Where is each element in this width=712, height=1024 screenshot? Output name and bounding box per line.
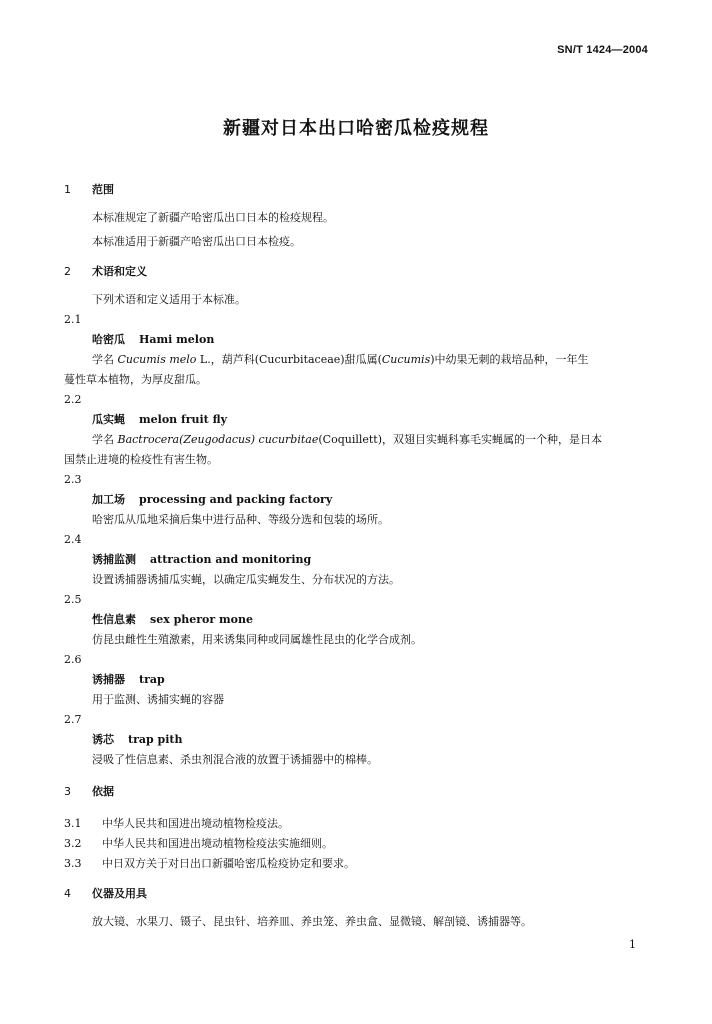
section-3-number: 3: [64, 785, 71, 798]
item-3-2-text: 中华人民共和国进出境动植物检疫法实施细则。: [102, 837, 333, 850]
term-2-4-heading: [92, 553, 311, 567]
section-2-number: 2: [64, 265, 71, 278]
term-2-5-number: 2.5: [64, 593, 82, 606]
term-2-1-scientific-name: Cucumis melo: [117, 353, 197, 366]
term-2-4-definition: 设置诱捕器诱捕瓜实蝇，以确定瓜实蝇发生、分布状况的方法。: [92, 573, 400, 586]
document-title: 新疆对日本出口哈密瓜检疫规程: [223, 118, 489, 139]
term-2-6-zh: 诱捕器: [92, 673, 125, 686]
term-2-2-zh: 瓜实蝇: [92, 413, 125, 426]
item-3-1-text: 中华人民共和国进出境动植物检疫法。: [102, 817, 289, 830]
section-4-paragraph-1: 放大镜、水果刀、镊子、昆虫针、培养皿、养虫笼、养虫盒、显微镜、解剖镜、诱捕器等。: [92, 915, 532, 928]
term-2-5-definition: 仿昆虫雌性生殖激素，用来诱集同种或同属雄性昆虫的化学合成剂。: [92, 633, 422, 646]
term-2-6-heading: [92, 673, 165, 687]
term-2-7-number: 2.7: [64, 713, 82, 726]
term-2-3-zh: 加工场: [92, 493, 125, 506]
section-3-title: 依据: [92, 785, 114, 798]
term-2-7-definition: 浸吸了性信息素、杀虫剂混合液的放置于诱捕器中的棉棒。: [92, 753, 378, 766]
term-2-1-zh: 哈密瓜: [92, 333, 125, 346]
term-2-6-en: trap: [139, 673, 165, 686]
term-2-7-heading: [92, 733, 182, 747]
term-2-1-def-prefix: 学名: [92, 353, 114, 366]
term-2-3-definition: 哈密瓜从瓜地采摘后集中进行品种、等级分选和包装的场所。: [92, 513, 389, 526]
term-2-6-definition: 用于监测、诱捕实蝇的容器: [92, 693, 224, 706]
term-2-5-en: sex pheror mone: [150, 613, 253, 626]
term-2-5-heading: [92, 613, 253, 627]
term-2-1-number: 2.1: [64, 313, 82, 326]
section-1-number: 1: [64, 183, 71, 196]
term-2-1-en: Hami melon: [139, 333, 215, 346]
item-3-3-text: 中日双方关于对日出口新疆哈密瓜检疫协定和要求。: [102, 857, 355, 870]
term-2-1-definition-line-1: [92, 353, 589, 367]
term-2-2-en: melon fruit fly: [139, 413, 227, 426]
term-2-5-zh: 性信息素: [92, 613, 136, 626]
section-2-intro: 下列术语和定义适用于本标准。: [92, 293, 246, 306]
term-2-3-number: 2.3: [64, 473, 82, 486]
term-2-1-def-middle: L.，葫芦科(Cucurbitaceae)甜瓜属(: [196, 353, 382, 366]
term-2-2-def-suffix: (Coquillett)，双翅目实蝇科寡毛实蝇属的一个种，是日本: [318, 433, 603, 446]
section-4-number: 4: [64, 887, 71, 900]
term-2-7-en: trap pith: [128, 733, 183, 746]
standard-code: SN/T 1424—2004: [557, 44, 648, 56]
term-2-2-def-prefix: 学名: [92, 433, 114, 446]
term-2-2-number: 2.2: [64, 393, 82, 406]
term-2-1-definition-line-2: 蔓性草本植物，为厚皮甜瓜。: [64, 373, 207, 386]
term-2-3-heading: [92, 493, 332, 507]
term-2-2-definition-line-2: 国禁止进境的检疫性有害生物。: [64, 453, 218, 466]
term-2-2-definition-line-1: [92, 433, 602, 447]
term-2-4-en: attraction and monitoring: [150, 553, 312, 566]
section-1-paragraph-1: 本标准规定了新疆产哈密瓜出口日本的检疫规程。: [92, 211, 334, 224]
section-1-paragraph-2: 本标准适用于新疆产哈密瓜出口日本检疫。: [92, 235, 301, 248]
term-2-3-en: processing and packing factory: [139, 493, 333, 506]
section-4-title: 仪器及用具: [92, 887, 147, 900]
item-3-1-number: 3.1: [64, 817, 82, 830]
term-2-6-number: 2.6: [64, 653, 82, 666]
page-number: 1: [629, 938, 636, 951]
section-1-title: 范围: [92, 183, 114, 196]
term-2-4-zh: 诱捕监测: [92, 553, 136, 566]
section-2-title: 术语和定义: [92, 265, 147, 278]
term-2-1-def-suffix: )中幼果无刺的栽培品种，一年生: [430, 353, 589, 366]
term-2-2-heading: [92, 413, 227, 427]
term-2-7-zh: 诱芯: [92, 733, 114, 746]
term-2-2-scientific-name: Bactrocera(Zeugodacus) cucurbitae: [117, 433, 319, 446]
item-3-2-number: 3.2: [64, 837, 82, 850]
term-2-1-heading: [92, 333, 214, 347]
term-2-1-genus: Cucumis: [381, 353, 431, 366]
item-3-3-number: 3.3: [64, 857, 82, 870]
term-2-4-number: 2.4: [64, 533, 82, 546]
